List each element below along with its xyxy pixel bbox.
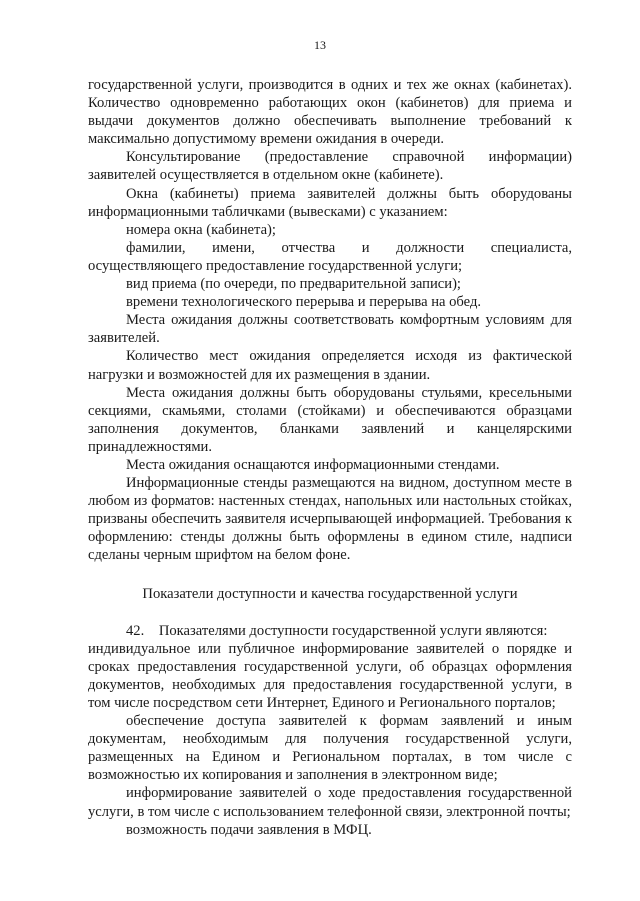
list-item: возможность подачи заявления в МФЦ. (126, 821, 372, 838)
paragraph: Места ожидания оснащаются информационными стендами. (126, 456, 500, 473)
paragraph: Информационные стенды размещаются на видном, доступном месте в любом из форматов: настенных стендах, напольных или настольных стойках, призваны обеспечить заявителя исчерпывающей информацией. Требования к оформлению: стенды должны быть оформлены в едином стиле, надписи сделаны черным шрифтом на белом фоне. (88, 475, 572, 564)
paragraph: государственной услуги, производится в одних и тех же окнах (кабинетах). Количество одновременно работающих окон (кабинетов) для приема и выдачи документов должно обеспечивать выполнение требований к максимально допустимому времени ожидания в очереди. (88, 77, 572, 148)
list-item: индивидуальное или публичное информирование заявителей о порядке и сроках предоставления государственной услуги, об образцах оформления документов, необходимых для предоставления государственной услуги, в том числе посредством сети Интернет, Единого и Регионального порталов; (88, 640, 572, 711)
list-item: фамилии, имени, отчества и должности специалиста, осуществляющего предоставление государственной услуги; (88, 239, 572, 274)
list-item: времени технологического перерыва и перерыва на обед. (126, 294, 482, 311)
document-body (88, 76, 572, 839)
list-item: номера окна (кабинета); (126, 221, 276, 238)
page-number: 13 (314, 38, 326, 52)
paragraph: Окна (кабинеты) приема заявителей должны быть оборудованы информационными табличками (вывесками) с указанием: (88, 185, 572, 220)
paragraph: Количество мест ожидания определяется исходя из фактической нагрузки и возможностей для их размещения в здании. (88, 348, 572, 383)
list-item: вид приема (по очереди, по предварительной записи); (126, 276, 461, 293)
list-item: обеспечение доступа заявителей к формам заявлений и иным документам, необходимым для получения государственной услуги, размещенных на Едином и Региональном порталах, в том числе с возможностью их копирования и заполнения в электронном виде; (88, 713, 572, 784)
paragraph: Консультирование (предоставление справочной информации) заявителей осуществляется в отдельном окне (кабинете). (88, 149, 572, 184)
section-heading: Показатели доступности и качества государственной услуги (142, 585, 518, 602)
paragraph: Места ожидания должны быть оборудованы стульями, кресельными секциями, скамьями, столами (стойками) и обеспечиваются образцами заполнения документов, бланками заявлений и канцелярскими принадлежностями. (88, 384, 572, 455)
paragraph: Места ожидания должны соответствовать комфортным условиям для заявителей. (88, 312, 572, 347)
paragraph: 42. Показателями доступности государственной услуги являются: (126, 622, 548, 639)
list-item: информирование заявителей о ходе предоставления государственной услуги, в том числе с использованием телефонной связи, электронной почты; (88, 785, 572, 820)
